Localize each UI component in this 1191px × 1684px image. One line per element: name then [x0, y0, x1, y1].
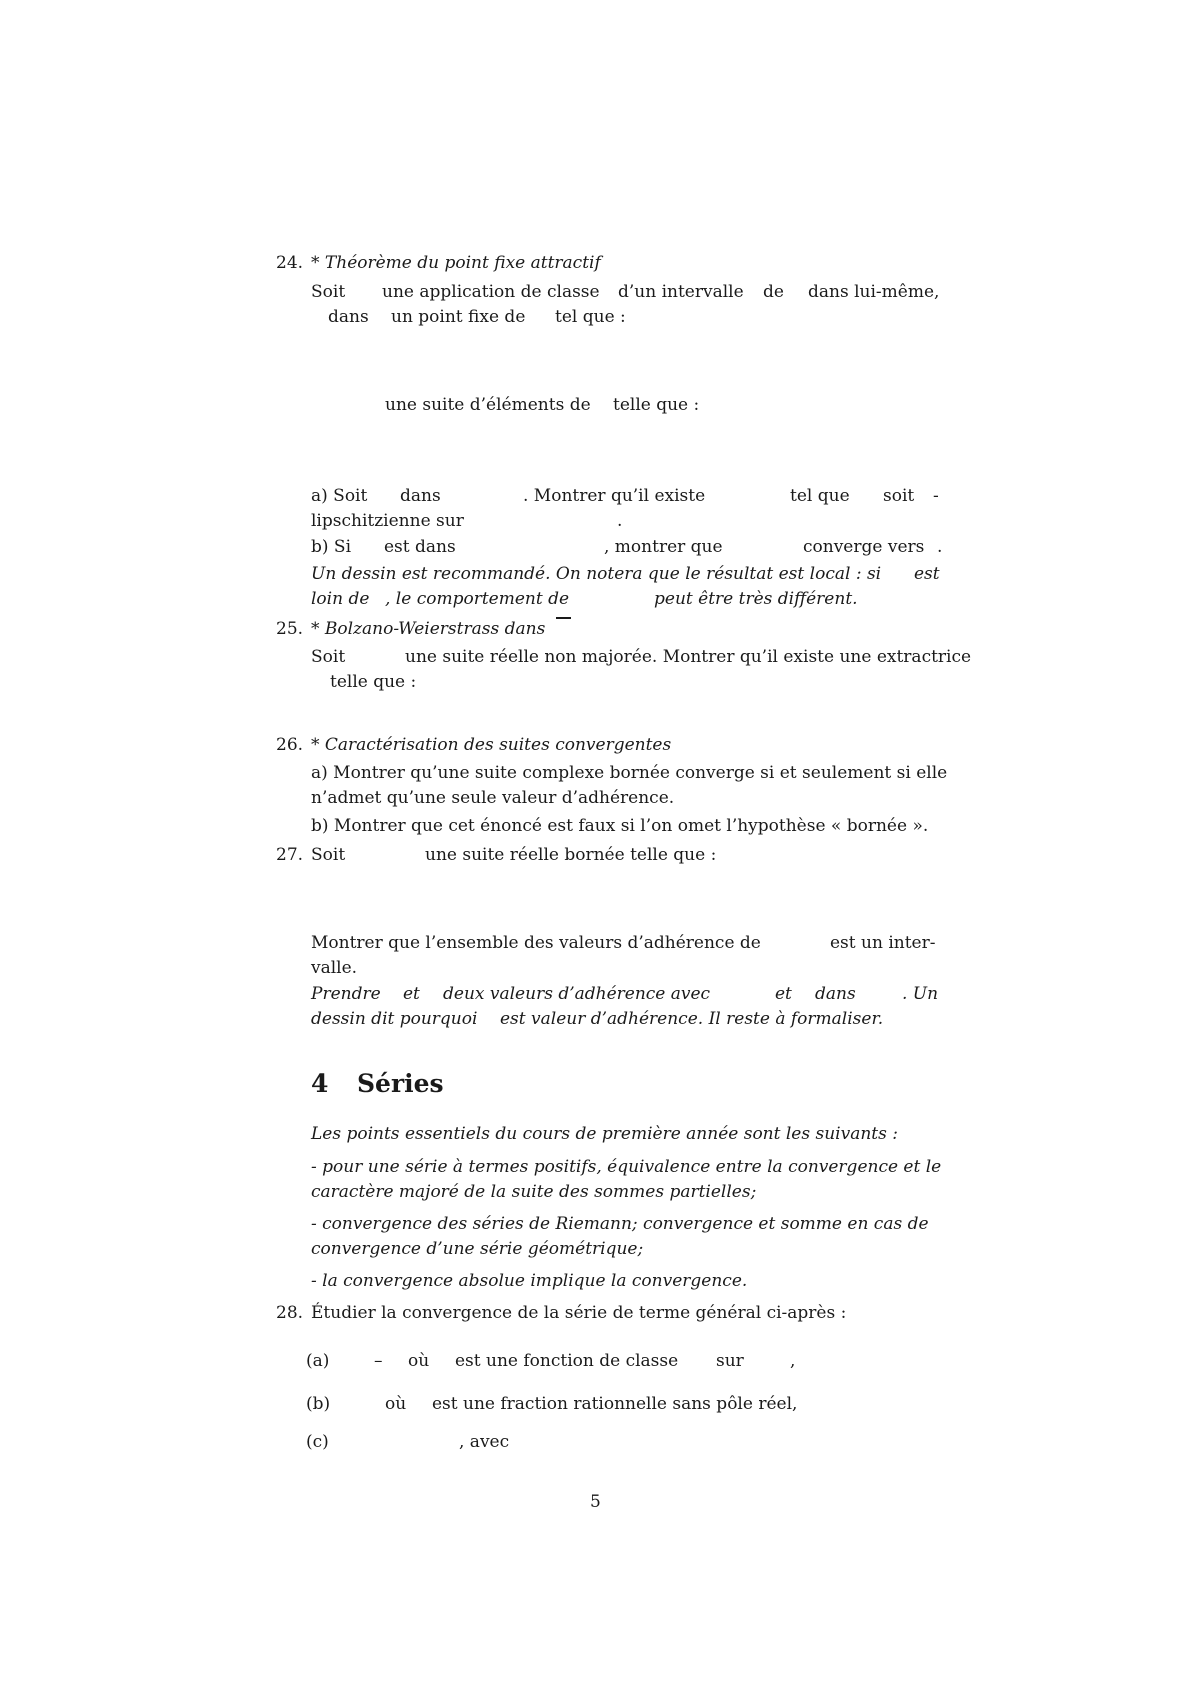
ex24-part-a: lipschitzienne sur	[311, 511, 464, 531]
ex27-hint: est valeur d’adhérence. Il reste à formaliser.	[500, 1009, 884, 1029]
ex28-item-label: (a)	[306, 1351, 330, 1371]
ex27-text: valle.	[311, 958, 358, 978]
ex28-item-a: ,	[790, 1351, 796, 1371]
ex27-text: une suite réelle bornée telle que :	[425, 845, 717, 865]
ex28-item-b: est une fraction rationnelle sans pôle réel,	[432, 1394, 798, 1414]
ex24-part-a: -	[933, 486, 939, 506]
ex24-part-a: .	[617, 511, 623, 531]
ex27-hint: dans	[815, 984, 856, 1004]
ex24-part-a: a) Soit	[311, 486, 368, 506]
ex24-number: 24.	[276, 253, 304, 273]
ex24-text: tel que :	[555, 307, 626, 327]
ex26-title: * Caractérisation des suites convergentes	[311, 735, 672, 755]
ex24-part-b: , montrer que	[604, 537, 723, 557]
ex27-hint: deux valeurs d’adhérence avec	[443, 984, 711, 1004]
ex24-text: Soit	[311, 282, 346, 302]
ex28-number: 28.	[276, 1303, 304, 1323]
ex26-number: 26.	[276, 735, 304, 755]
ex28-item-label: (c)	[306, 1432, 329, 1452]
ex27-hint: dessin dit pourquoi	[311, 1009, 478, 1029]
page-number: 5	[590, 1492, 601, 1512]
intro-text: Les points essentiels du cours de première année sont les suivants :	[311, 1124, 898, 1144]
ex27-hint: . Un	[902, 984, 939, 1004]
ex24-text: d’un intervalle	[618, 282, 744, 302]
ex24-part-b: .	[937, 537, 943, 557]
ex24-note: est	[914, 564, 940, 584]
ex24-part-a: soit	[883, 486, 915, 506]
ex24-text: une suite d’éléments de	[385, 395, 591, 415]
ex27-text: Montrer que l’ensemble des valeurs d’adhérence de	[311, 933, 761, 953]
ex25-number: 25.	[276, 619, 304, 639]
ex27-hint: et	[403, 984, 420, 1004]
ex24-part-a: . Montrer qu’il existe	[523, 486, 706, 506]
ex24-part-b: b) Si	[311, 537, 352, 557]
ex24-part-b: est dans	[384, 537, 456, 557]
ex26-part-a: a) Montrer qu’une suite complexe bornée converge si et seulement si elle	[311, 763, 948, 783]
ex28-item-a: où	[408, 1351, 430, 1371]
ex24-note: loin de	[311, 589, 370, 609]
ex24-part-a: tel que	[790, 486, 850, 506]
ex24-text: telle que :	[613, 395, 700, 415]
ex25-title: * Bolzano-Weierstrass dans	[311, 619, 546, 639]
ex25-text: Soit	[311, 647, 346, 667]
ex24-note: , le comportement de	[385, 589, 570, 609]
ex24-text: dans lui-même,	[808, 282, 940, 302]
ex27-number: 27.	[276, 845, 304, 865]
ex27-hint: et	[775, 984, 792, 1004]
intro-point: - convergence des séries de Riemann; convergence et somme en cas de	[311, 1214, 929, 1234]
ex24-part-a: dans	[400, 486, 441, 506]
section-title: Séries	[357, 1069, 444, 1098]
ex26-part-a: n’admet qu’une seule valeur d’adhérence.	[311, 788, 675, 808]
ex25-text: telle que :	[330, 672, 417, 692]
ex27-text: est un inter-	[830, 933, 936, 953]
section-number: 4	[311, 1069, 329, 1098]
ex24-note: peut être très différent.	[654, 589, 858, 609]
ex26-part-b: b) Montrer que cet énoncé est faux si l’on omet l’hypothèse « bornée ».	[311, 816, 929, 836]
ex28-item-label: (b)	[306, 1394, 331, 1414]
ex25-text: une suite réelle non majorée. Montrer qu’il existe une extractrice	[405, 647, 972, 667]
ex28-item-a: est une fonction de classe	[455, 1351, 679, 1371]
ex28-item-a: –	[374, 1351, 383, 1371]
intro-point: caractère majoré de la suite des sommes partielles;	[311, 1182, 757, 1202]
ex28-item-a: sur	[716, 1351, 744, 1371]
ex28-item-b: où	[385, 1394, 407, 1414]
intro-point: - la convergence absolue implique la convergence.	[311, 1271, 748, 1291]
ex24-text: une application de classe	[382, 282, 600, 302]
ex24-title: * Théorème du point fixe attractif	[311, 253, 601, 273]
overline-mark	[556, 617, 571, 619]
ex24-note: Un dessin est recommandé. On notera que le résultat est local : si	[311, 564, 882, 584]
ex24-text: dans	[328, 307, 369, 327]
intro-point: convergence d’une série géométrique;	[311, 1239, 644, 1259]
ex24-part-b: converge vers	[803, 537, 925, 557]
ex27-text: Soit	[311, 845, 346, 865]
ex27-hint: Prendre	[311, 984, 381, 1004]
ex28-text: Étudier la convergence de la série de terme général ci-après :	[311, 1303, 847, 1323]
ex28-item-c: , avec	[459, 1432, 510, 1452]
ex24-text: de	[763, 282, 784, 302]
ex24-text: un point fixe de	[391, 307, 526, 327]
intro-point: - pour une série à termes positifs, équivalence entre la convergence et le	[311, 1157, 942, 1177]
